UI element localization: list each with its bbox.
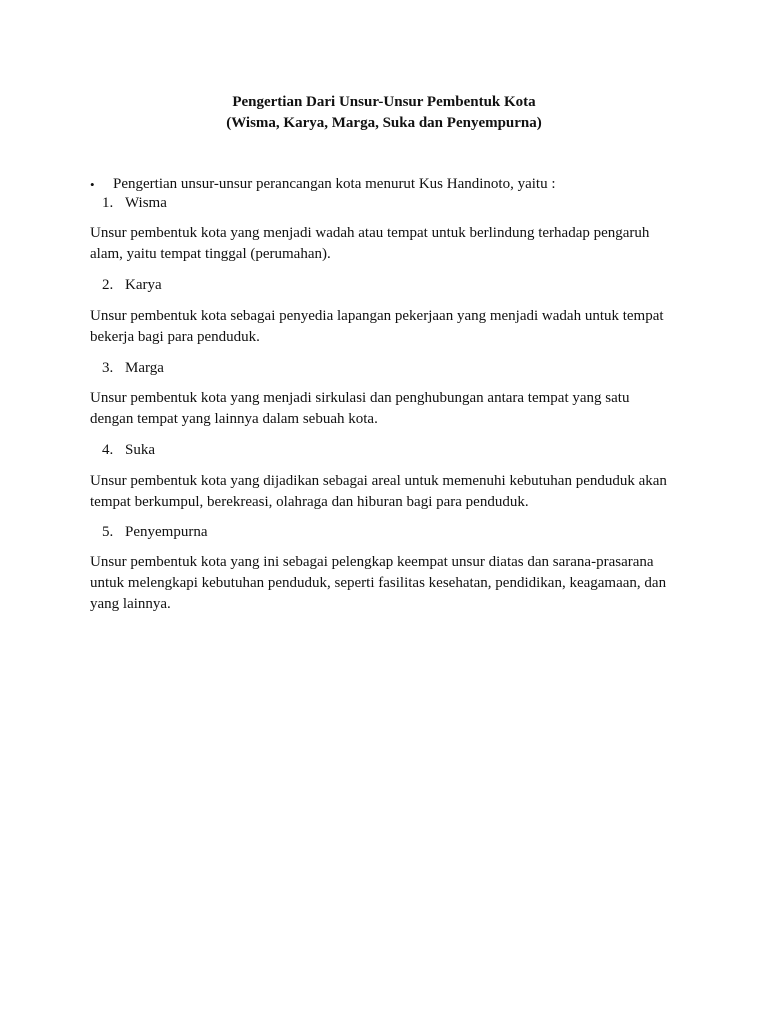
list-heading: Wisma	[125, 195, 167, 211]
bullet-icon: •	[90, 177, 95, 192]
list-heading: Marga	[125, 360, 164, 376]
document-subtitle: (Wisma, Karya, Marga, Suka dan Penyempurna)	[226, 115, 542, 131]
list-heading: Penyempurna	[125, 524, 208, 540]
list-heading: Suka	[125, 442, 155, 458]
list-heading: Karya	[125, 277, 162, 293]
paragraph-line: alam, yaitu tempat tinggal (perumahan).	[90, 246, 331, 262]
list-item-paragraph	[90, 552, 666, 615]
list-number: 2.	[102, 277, 114, 293]
list-item-paragraph	[90, 388, 629, 430]
list-item-paragraph	[90, 306, 664, 348]
paragraph-line: Unsur pembentuk kota yang menjadi sirkulasi dan penghubungan antara tempat yang satu	[90, 390, 630, 406]
paragraph-line: Unsur pembentuk kota sebagai penyedia lapangan pekerjaan yang menjadi wadah untuk tempat	[90, 308, 664, 324]
paragraph-line: yang lainnya.	[90, 596, 171, 612]
paragraph-line: tempat berkumpul, berekreasi, olahraga dan hiburan bagi para penduduk.	[90, 494, 529, 510]
paragraph-line: untuk melengkapi kebutuhan penduduk, seperti fasilitas kesehatan, pendidikan, keagamaan, dan	[90, 575, 667, 591]
paragraph-line: bekerja bagi para penduduk.	[90, 329, 260, 345]
list-number: 5.	[102, 524, 114, 540]
intro-text: Pengertian unsur-unsur perancangan kota menurut Kus Handinoto, yaitu :	[113, 176, 556, 192]
paragraph-line: Unsur pembentuk kota yang menjadi wadah atau tempat untuk berlindung terhadap pengaruh	[90, 225, 650, 241]
paragraph-line: Unsur pembentuk kota yang ini sebagai pelengkap keempat unsur diatas dan sarana-prasarana	[90, 554, 654, 570]
list-item-paragraph	[90, 471, 667, 513]
list-number: 1.	[102, 195, 114, 211]
paragraph-line: dengan tempat yang lainnya dalam sebuah kota.	[90, 411, 378, 427]
list-number: 4.	[102, 442, 114, 458]
document-title: Pengertian Dari Unsur-Unsur Pembentuk Kota	[232, 94, 536, 110]
paragraph-line: Unsur pembentuk kota yang dijadikan sebagai areal untuk memenuhi kebutuhan penduduk akan	[90, 473, 667, 489]
list-item-paragraph	[90, 223, 649, 265]
list-number: 3.	[102, 360, 114, 376]
